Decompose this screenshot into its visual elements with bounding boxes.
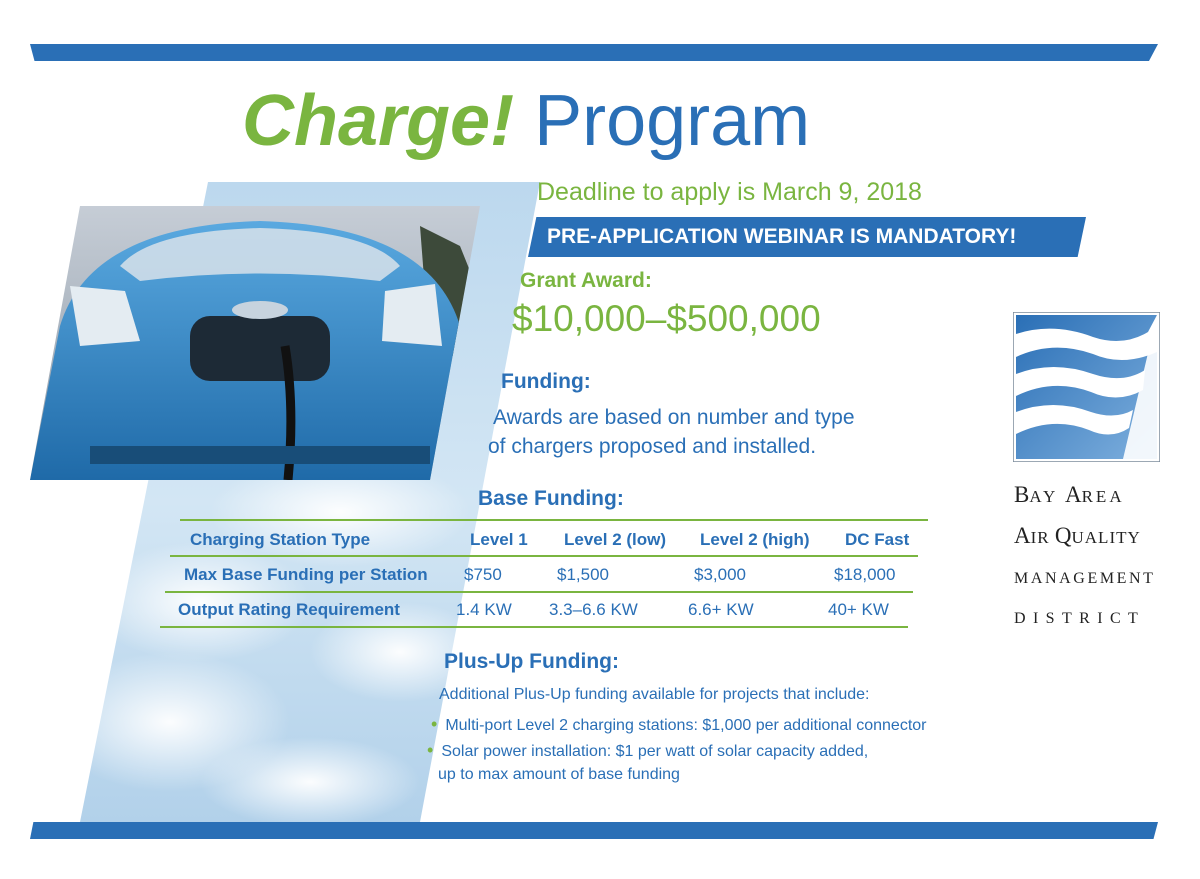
table-cell: 40+ KW: [828, 600, 889, 619]
table-row-output-rating-label: Output Rating Requirement: [178, 600, 400, 619]
table-rule-top: [180, 519, 928, 521]
funding-label: Funding:: [501, 370, 591, 393]
org-name-line-2: AIR QUALITY: [1014, 523, 1141, 548]
table-cell: $18,000: [834, 565, 896, 584]
plus-up-bullet-2: [427, 740, 868, 761]
funding-description-line-2: of chargers proposed and installed.: [488, 435, 817, 458]
bullet-icon: •: [427, 740, 434, 760]
plus-up-bullet-1: [431, 714, 927, 735]
webinar-banner-text: PRE-APPLICATION WEBINAR IS MANDATORY!: [547, 225, 1017, 248]
title-charge: Charge!: [242, 81, 515, 161]
org-name-line-4: DISTRICT: [1014, 610, 1146, 627]
electric-car-photo: [30, 206, 480, 480]
table-header-level2-low: Level 2 (low): [564, 530, 667, 549]
table-rule-1: [170, 555, 918, 557]
table-cell: $3,000: [694, 565, 746, 584]
table-rule-bottom: [160, 626, 908, 628]
table-header-level1: Level 1: [470, 530, 528, 549]
plus-up-bullet-2-text: Solar power installation: $1 per watt of solar capacity added,: [441, 743, 869, 760]
funding-description: [488, 403, 855, 461]
table-cell: 1.4 KW: [456, 600, 512, 619]
org-name-line-3: MANAGEMENT: [1014, 570, 1156, 587]
table-header-dc-fast: DC Fast: [845, 530, 910, 549]
grant-award-label: Grant Award:: [520, 269, 652, 292]
grant-award-amount: $10,000–$500,000: [512, 298, 821, 339]
title-program: Program: [534, 81, 811, 161]
plus-up-bullet-1-text: Multi-port Level 2 charging stations: $1,000 per additional connector: [445, 717, 927, 734]
plus-up-bullet-2-continuation: up to max amount of base funding: [438, 766, 680, 783]
table-header-level2-high: Level 2 (high): [700, 530, 810, 549]
table-row-max-funding-label: Max Base Funding per Station: [184, 565, 428, 584]
funding-description-line-1: Awards are based on number and type: [493, 406, 855, 429]
page-title: [242, 76, 810, 166]
table-cell: $1,500: [557, 565, 609, 584]
base-funding-label: Base Funding:: [478, 487, 624, 510]
top-accent-bar: [30, 44, 1158, 61]
table-header-type: Charging Station Type: [190, 530, 371, 549]
table-rule-2: [165, 591, 913, 593]
bottom-accent-bar: [30, 822, 1158, 839]
deadline-text: Deadline to apply is March 9, 2018: [537, 178, 922, 206]
table-cell: $750: [464, 565, 502, 584]
org-name-line-1: BAY AREA: [1014, 482, 1125, 507]
bay-area-aqmd-wave-logo-icon: [1013, 312, 1160, 462]
table-cell: 6.6+ KW: [688, 600, 754, 619]
plus-up-funding-label: Plus-Up Funding:: [444, 650, 619, 673]
plus-up-intro: Additional Plus-Up funding available for projects that include:: [439, 686, 870, 703]
bullet-icon: •: [431, 714, 438, 734]
table-cell: 3.3–6.6 KW: [549, 600, 638, 619]
